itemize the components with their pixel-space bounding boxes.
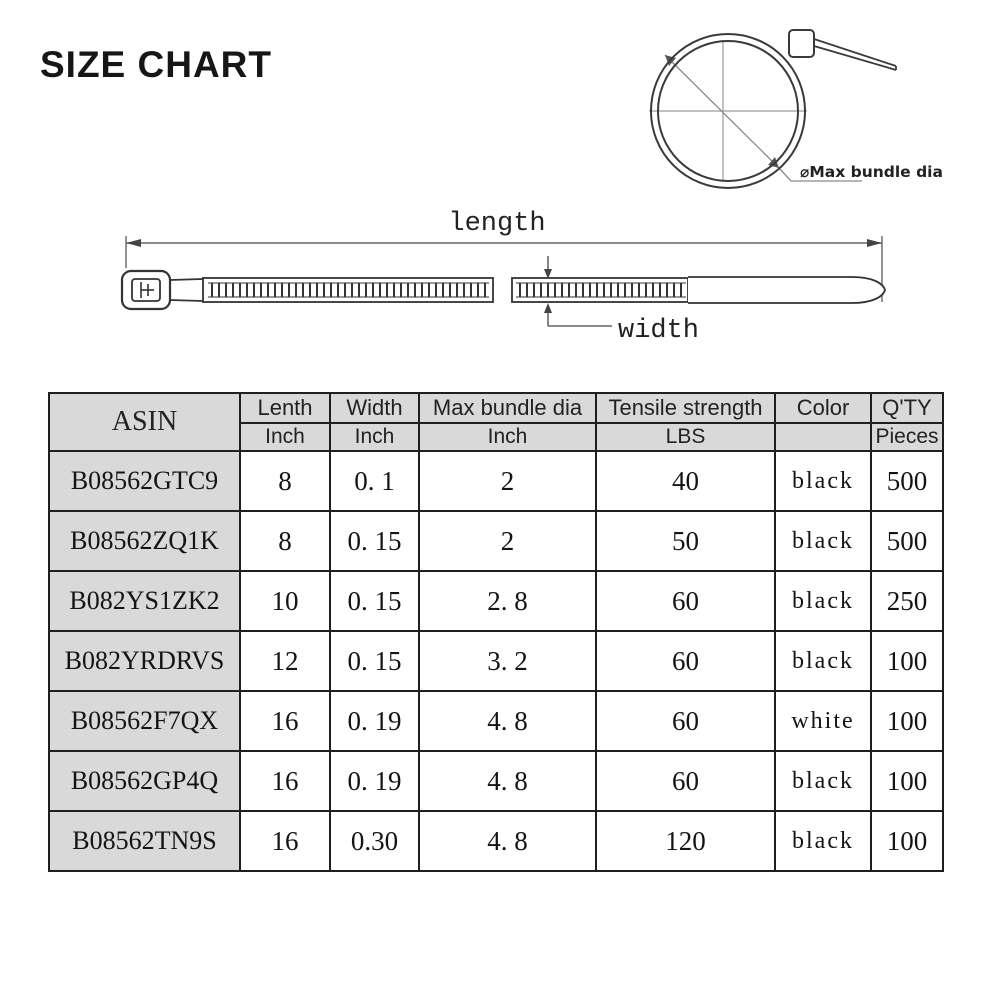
cell-lenth: 8 (240, 451, 330, 511)
cell-lenth: 8 (240, 511, 330, 571)
cell-lenth: 16 (240, 811, 330, 871)
cell-tensile-strength: 60 (596, 631, 775, 691)
unit-color (775, 423, 871, 451)
col-header-asin: ASIN (49, 393, 240, 451)
table-row (49, 631, 943, 691)
cell-lenth: 12 (240, 631, 330, 691)
page-title: SIZE CHART (40, 44, 272, 85)
col-header-lenth: Lenth (240, 393, 330, 423)
col-header-qty: Q'TY (871, 393, 943, 423)
unit-tensile-strength: LBS (596, 423, 775, 451)
unit-max-bundle-dia: Inch (419, 423, 596, 451)
cell-qty: 100 (871, 691, 943, 751)
cell-asin: B082YS1ZK2 (49, 571, 240, 631)
flat-tie-head (122, 271, 170, 309)
flat-tie-strap-segment-1 (203, 278, 493, 302)
cell-color: black (775, 811, 871, 871)
cell-width: 0. 15 (330, 631, 419, 691)
cell-max-bundle-dia: 2 (419, 451, 596, 511)
cell-qty: 500 (871, 451, 943, 511)
size-table-body (49, 451, 943, 871)
cell-width: 0. 19 (330, 751, 419, 811)
flat-tie-strap-segment-2 (512, 277, 885, 303)
cell-max-bundle-dia: 4. 8 (419, 811, 596, 871)
cell-width: 0.30 (330, 811, 419, 871)
flat-tie-diagram (95, 198, 905, 353)
col-header-width: Width (330, 393, 419, 423)
size-table (48, 392, 944, 872)
cell-max-bundle-dia: 4. 8 (419, 751, 596, 811)
size-table-header (49, 393, 943, 451)
col-header-color: Color (775, 393, 871, 423)
cell-qty: 500 (871, 511, 943, 571)
table-row (49, 751, 943, 811)
width-label: width (618, 316, 700, 346)
cell-tensile-strength: 60 (596, 691, 775, 751)
cell-tensile-strength: 60 (596, 571, 775, 631)
cell-asin: B08562GTC9 (49, 451, 240, 511)
header-row-labels (49, 393, 943, 423)
cell-tensile-strength: 120 (596, 811, 775, 871)
cell-qty: 100 (871, 751, 943, 811)
unit-width: Inch (330, 423, 419, 451)
flat-tie-tip (688, 277, 885, 303)
cell-tensile-strength: 50 (596, 511, 775, 571)
cell-max-bundle-dia: 2. 8 (419, 571, 596, 631)
cell-asin: B08562TN9S (49, 811, 240, 871)
cell-width: 0. 1 (330, 451, 419, 511)
cell-width: 0. 15 (330, 571, 419, 631)
loop-tie-head (789, 30, 896, 70)
cell-tensile-strength: 60 (596, 751, 775, 811)
cell-max-bundle-dia: 2 (419, 511, 596, 571)
cell-max-bundle-dia: 4. 8 (419, 691, 596, 751)
cell-lenth: 16 (240, 691, 330, 751)
col-header-max-bundle-dia: Max bundle dia (419, 393, 596, 423)
cell-width: 0. 19 (330, 691, 419, 751)
unit-qty: Pieces (871, 423, 943, 451)
cell-color: black (775, 511, 871, 571)
table-row (49, 691, 943, 751)
cell-lenth: 16 (240, 751, 330, 811)
cell-asin: B08562ZQ1K (49, 511, 240, 571)
cell-asin: B08562F7QX (49, 691, 240, 751)
length-label: length (448, 209, 546, 239)
cell-color: black (775, 451, 871, 511)
unit-lenth: Inch (240, 423, 330, 451)
max-bundle-dia-label: ⌀Max bundle dia (800, 163, 943, 181)
width-arrow-up (544, 303, 552, 313)
cell-asin: B082YRDRVS (49, 631, 240, 691)
table-row (49, 451, 943, 511)
cell-qty: 100 (871, 811, 943, 871)
cell-tensile-strength: 40 (596, 451, 775, 511)
cell-lenth: 10 (240, 571, 330, 631)
col-header-tensile-strength: Tensile strength (596, 393, 775, 423)
length-arrow-right (867, 239, 882, 247)
cell-color: black (775, 751, 871, 811)
cell-color: black (775, 571, 871, 631)
table-row (49, 571, 943, 631)
cell-color: white (775, 691, 871, 751)
length-arrow-left (126, 239, 141, 247)
table-row (49, 511, 943, 571)
flat-tie-neck (170, 279, 203, 301)
cell-qty: 250 (871, 571, 943, 631)
cell-color: black (775, 631, 871, 691)
cell-qty: 100 (871, 631, 943, 691)
loop-tie-diagram (615, 8, 1000, 203)
cell-width: 0. 15 (330, 511, 419, 571)
table-row (49, 811, 943, 871)
cell-asin: B08562GP4Q (49, 751, 240, 811)
cell-max-bundle-dia: 3. 2 (419, 631, 596, 691)
